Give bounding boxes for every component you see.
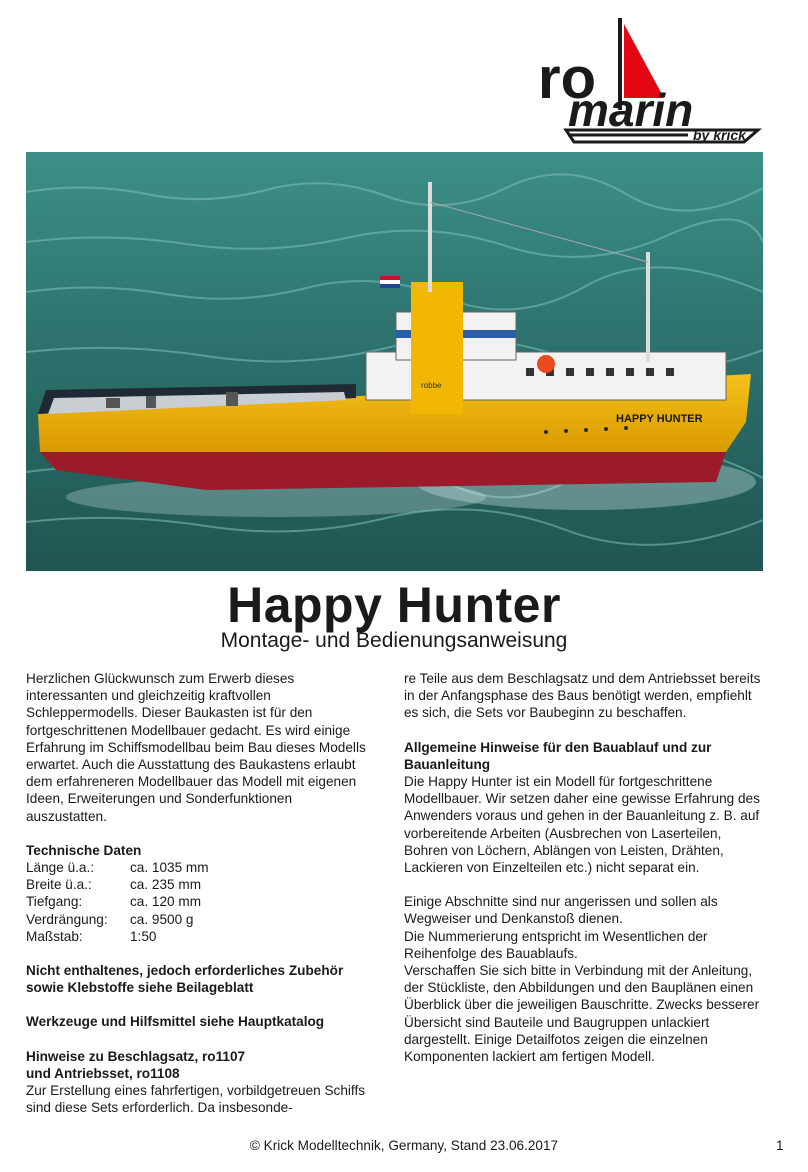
spec-row [26, 893, 376, 910]
photo-brand-text: robbe [421, 381, 442, 390]
page-title: Happy Hunter [227, 577, 561, 633]
spec-label: Verdrängung: [26, 911, 108, 927]
spec-row [26, 876, 376, 893]
accessories-note-line2: sowie Klebstoffe siehe Beilageblatt [26, 980, 254, 996]
spec-row [26, 859, 376, 876]
hints-heading-line1: Hinweise zu Beschlagsatz, ro1107 [26, 1048, 246, 1064]
tools-note: Werkzeuge und Hilfsmittel siehe Hauptkatalog [26, 1014, 325, 1030]
ro-marin-logo [538, 18, 766, 148]
logo-marin: marin [568, 84, 694, 136]
hints-heading-line2: und Antriebsset, ro1108 [26, 1065, 180, 1081]
spec-label: Breite ü.a.: [26, 877, 92, 893]
spec-label: Tiefgang: [26, 894, 83, 910]
spec-value: 1:50 [130, 928, 157, 944]
spec-value: ca. 120 mm [130, 894, 202, 910]
spec-row [26, 911, 376, 928]
general-heading: Allgemeine Hinweise für den Bauablauf und zur Bauanleitung [404, 739, 712, 772]
ship-photo [26, 152, 763, 571]
spec-label: Maßstab: [26, 928, 83, 944]
left-column [26, 670, 376, 1116]
hints-paragraph: Zur Erstellung eines fahrfertigen, vorbildgetreuen Schiffs sind diese Sets erforderlich. Da insbesonde- [26, 1083, 366, 1116]
spec-label: Länge ü.a.: [26, 860, 95, 876]
paragraph-overview: Verschaffen Sie sich bitte in Verbindung mit der Anleitung, der Stückliste, den Abbildungen und den Bauplänen einen Überblick über die jeweiligen Bauschritte. Zwecks besserer Übersicht sind Bauteile und Baugruppen unlackiert dargestellt. Einige Detailfotos zeigen die einzelnen Komponenten lackiert am fertigen Modell. [404, 963, 760, 1065]
right-column [404, 670, 764, 1065]
intro-paragraph: Herzlichen Glückwunsch zum Erwerb dieses interessanten und gleichzeitig kraftvollen Schleppermodells. Dieser Baukasten ist für den fortgeschrittenen Modellbauer gedacht. Es wird einige Erfahrung im Schiffsmodellbau beim Bau dieses Modells erwartet. Auch die Ausstattung des Baukastens erlaubt dem erfahreneren Modellbauer das Modell mit eigenen Ideen, Erweiterungen und Sonderfunktionen auszustatten. [26, 671, 366, 824]
spec-row [26, 928, 376, 945]
general-paragraph: Die Happy Hunter ist ein Modell für fortgeschrittene Modellbauer. Wir setzen daher eine gewisse Erfahrung des Anwenders voraus und gehen in der Bauanleitung z. B. auf vorbereitende Arbeiten (Ausbrechen von Laserteilen, Bohren von Löchern, Ablängen von Leisten, Drähten, Lackieren von Einzelteilen etc.) nicht separat ein. [404, 774, 760, 876]
specs-table [26, 859, 376, 945]
page-subtitle: Montage- und Bedienungsanweisung [220, 629, 568, 652]
footer-copyright: © Krick Modelltechnik, Germany, Stand 23.06.2017 [249, 1138, 559, 1153]
photo-hull-name: HAPPY HUNTER [616, 413, 703, 425]
spec-value: ca. 235 mm [130, 877, 202, 893]
accessories-note-line1: Nicht enthaltenes, jedoch erforderliches Zubehör [26, 963, 344, 979]
continuation-paragraph: re Teile aus dem Beschlagsatz und dem Antriebsset bereits in der Anfangsphase des Baus benötigt werden, empfiehlt es sich, die Sets vor Baubeginn zu beschaffen. [404, 671, 761, 721]
spec-value: ca. 1035 mm [130, 860, 209, 876]
logo-by-krick: by krick [693, 127, 746, 143]
page-number: 1 [776, 1138, 784, 1153]
spec-value: ca. 9500 g [130, 911, 194, 927]
paragraph-numbering: Die Nummerierung entspricht im Wesentlichen der Reihenfolge des Bauablaufs. [404, 928, 708, 961]
logo-ro: ro [538, 46, 596, 111]
paragraph-sections: Einige Abschnitte sind nur angerissen und sollen als Wegweiser und Denkanstoß dienen. [404, 894, 718, 927]
logo-graphic [538, 18, 766, 148]
specs-heading: Technische Daten [26, 842, 142, 858]
